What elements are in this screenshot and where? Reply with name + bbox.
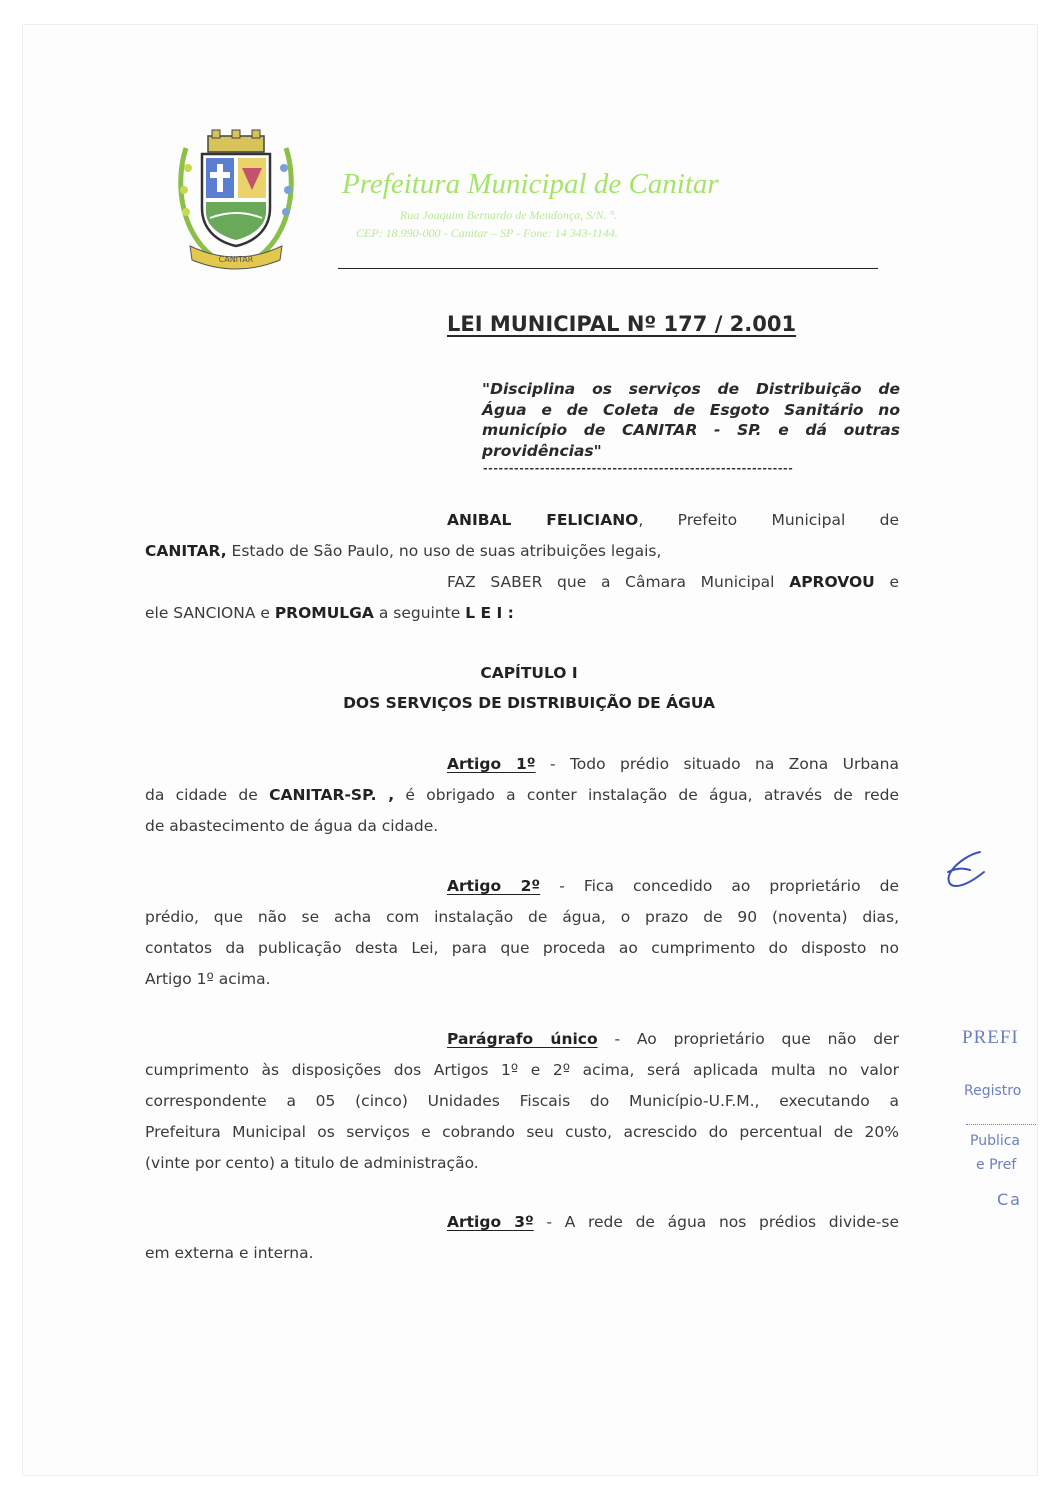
margin-stamp-line: Publica	[970, 1133, 1021, 1149]
article-1-line-3: de abastecimento de água da cidade.	[145, 817, 439, 835]
margin-stamp-line: Registro	[964, 1083, 1022, 1099]
article-text: - Todo prédio situado na Zona Urbana	[535, 755, 899, 773]
article-text: da cidade de	[145, 786, 270, 804]
approved-word: APROVOU	[789, 573, 875, 591]
letterhead-title: Prefeitura Municipal de Canitar	[342, 168, 719, 200]
crest-ribbon-text: CANITAR	[218, 255, 254, 264]
law-summary-line: Água e de Coleta de Esgoto Sanitário no	[482, 400, 900, 419]
law-summary-line: "Disciplina os serviços de Distribuição de	[482, 380, 900, 398]
article-2-label: Artigo 2º	[447, 877, 541, 895]
preamble-line-1	[447, 511, 899, 529]
preamble-line-2	[145, 542, 661, 560]
letterhead-address: Rua Joaquim Bernardo de Mendonça, S/N. °.	[400, 208, 618, 222]
article-1-line-1	[447, 755, 899, 773]
article-1-label: Artigo 1º	[447, 755, 536, 773]
article-text: - Fica concedido ao proprietário de	[540, 877, 899, 895]
preamble-text: Estado de São Paulo, no uso de suas atribuições legais,	[226, 542, 662, 560]
sole-paragraph-line-5: (vinte por cento) a titulo de administração.	[145, 1154, 479, 1172]
municipal-coat-of-arms	[172, 128, 300, 276]
chapter-label: CAPÍTULO I	[480, 664, 578, 682]
article-text: - A rede de água nos prédios divide-se	[533, 1213, 899, 1231]
city-name: CANITAR,	[145, 542, 227, 560]
law-title: LEI MUNICIPAL Nº 177 / 2.001	[447, 312, 797, 336]
letterhead-rule	[338, 268, 878, 269]
sole-paragraph-label: Parágrafo único	[447, 1030, 598, 1048]
sole-paragraph-line-3: correspondente a 05 (cinco) Unidades Fiscais do Município-U.F.M., executando a	[145, 1092, 899, 1110]
preamble-text: a seguinte	[373, 604, 466, 622]
letterhead-contact: CEP: 18.990-000 - Canitar – SP - Fone: 14 343-1144.	[356, 226, 618, 240]
preamble-text: e	[874, 573, 899, 591]
article-text: - Ao proprietário que não der	[597, 1030, 899, 1048]
promulgate-word: PROMULGA	[274, 604, 374, 622]
law-summary	[482, 379, 900, 461]
chapter-title: DOS SERVIÇOS DE DISTRIBUIÇÃO DE ÁGUA	[343, 694, 715, 712]
lei-word: L E I :	[465, 604, 514, 622]
sole-paragraph-line-2: cumprimento às disposições dos Artigos 1º e 2º acima, será aplicada multa no valor	[145, 1061, 899, 1079]
article-2-line-2: prédio, que não se acha com instalação de água, o prazo de 90 (noventa) dias,	[145, 908, 899, 926]
preamble-line-4	[145, 604, 514, 622]
preamble-text: FAZ SABER que a Câmara Municipal	[447, 573, 790, 591]
sole-paragraph-line-1	[447, 1030, 899, 1048]
law-summary-line: providências"	[482, 441, 602, 460]
article-1-line-2	[145, 786, 899, 804]
preamble-text: ele SANCIONA e	[145, 604, 275, 622]
margin-stamp-line: e Pref	[976, 1157, 1017, 1173]
margin-stamp-dotted-rule	[966, 1124, 1036, 1125]
handwritten-initial	[940, 848, 990, 892]
article-3-line-1	[447, 1213, 899, 1231]
article-2-line-1	[447, 877, 899, 895]
margin-stamp-line: Ca	[997, 1190, 1022, 1209]
article-2-line-4: Artigo 1º acima.	[145, 970, 271, 988]
margin-stamp-line: PREFI	[962, 1027, 1019, 1048]
article-3-label: Artigo 3º	[447, 1213, 534, 1231]
city-name: CANITAR-SP. ,	[269, 786, 395, 804]
law-summary-line: município de CANITAR - SP. e dá outras	[482, 421, 900, 439]
article-3-line-2: em externa e interna.	[145, 1244, 314, 1262]
sole-paragraph-line-4: Prefeitura Municipal os serviços e cobrando seu custo, acrescido do percentual de 20%	[145, 1123, 899, 1141]
article-2-line-3: contatos da publicação desta Lei, para que proceda ao cumprimento do disposto no	[145, 939, 899, 957]
preamble-line-3	[447, 573, 899, 591]
preamble-text: , Prefeito Municipal de	[638, 511, 899, 529]
summary-dashed-rule: ------------------------------------------------------------	[482, 462, 793, 475]
article-text: é obrigado a conter instalação de água, através de rede	[394, 786, 899, 804]
mayor-name: ANIBAL FELICIANO	[447, 511, 639, 529]
